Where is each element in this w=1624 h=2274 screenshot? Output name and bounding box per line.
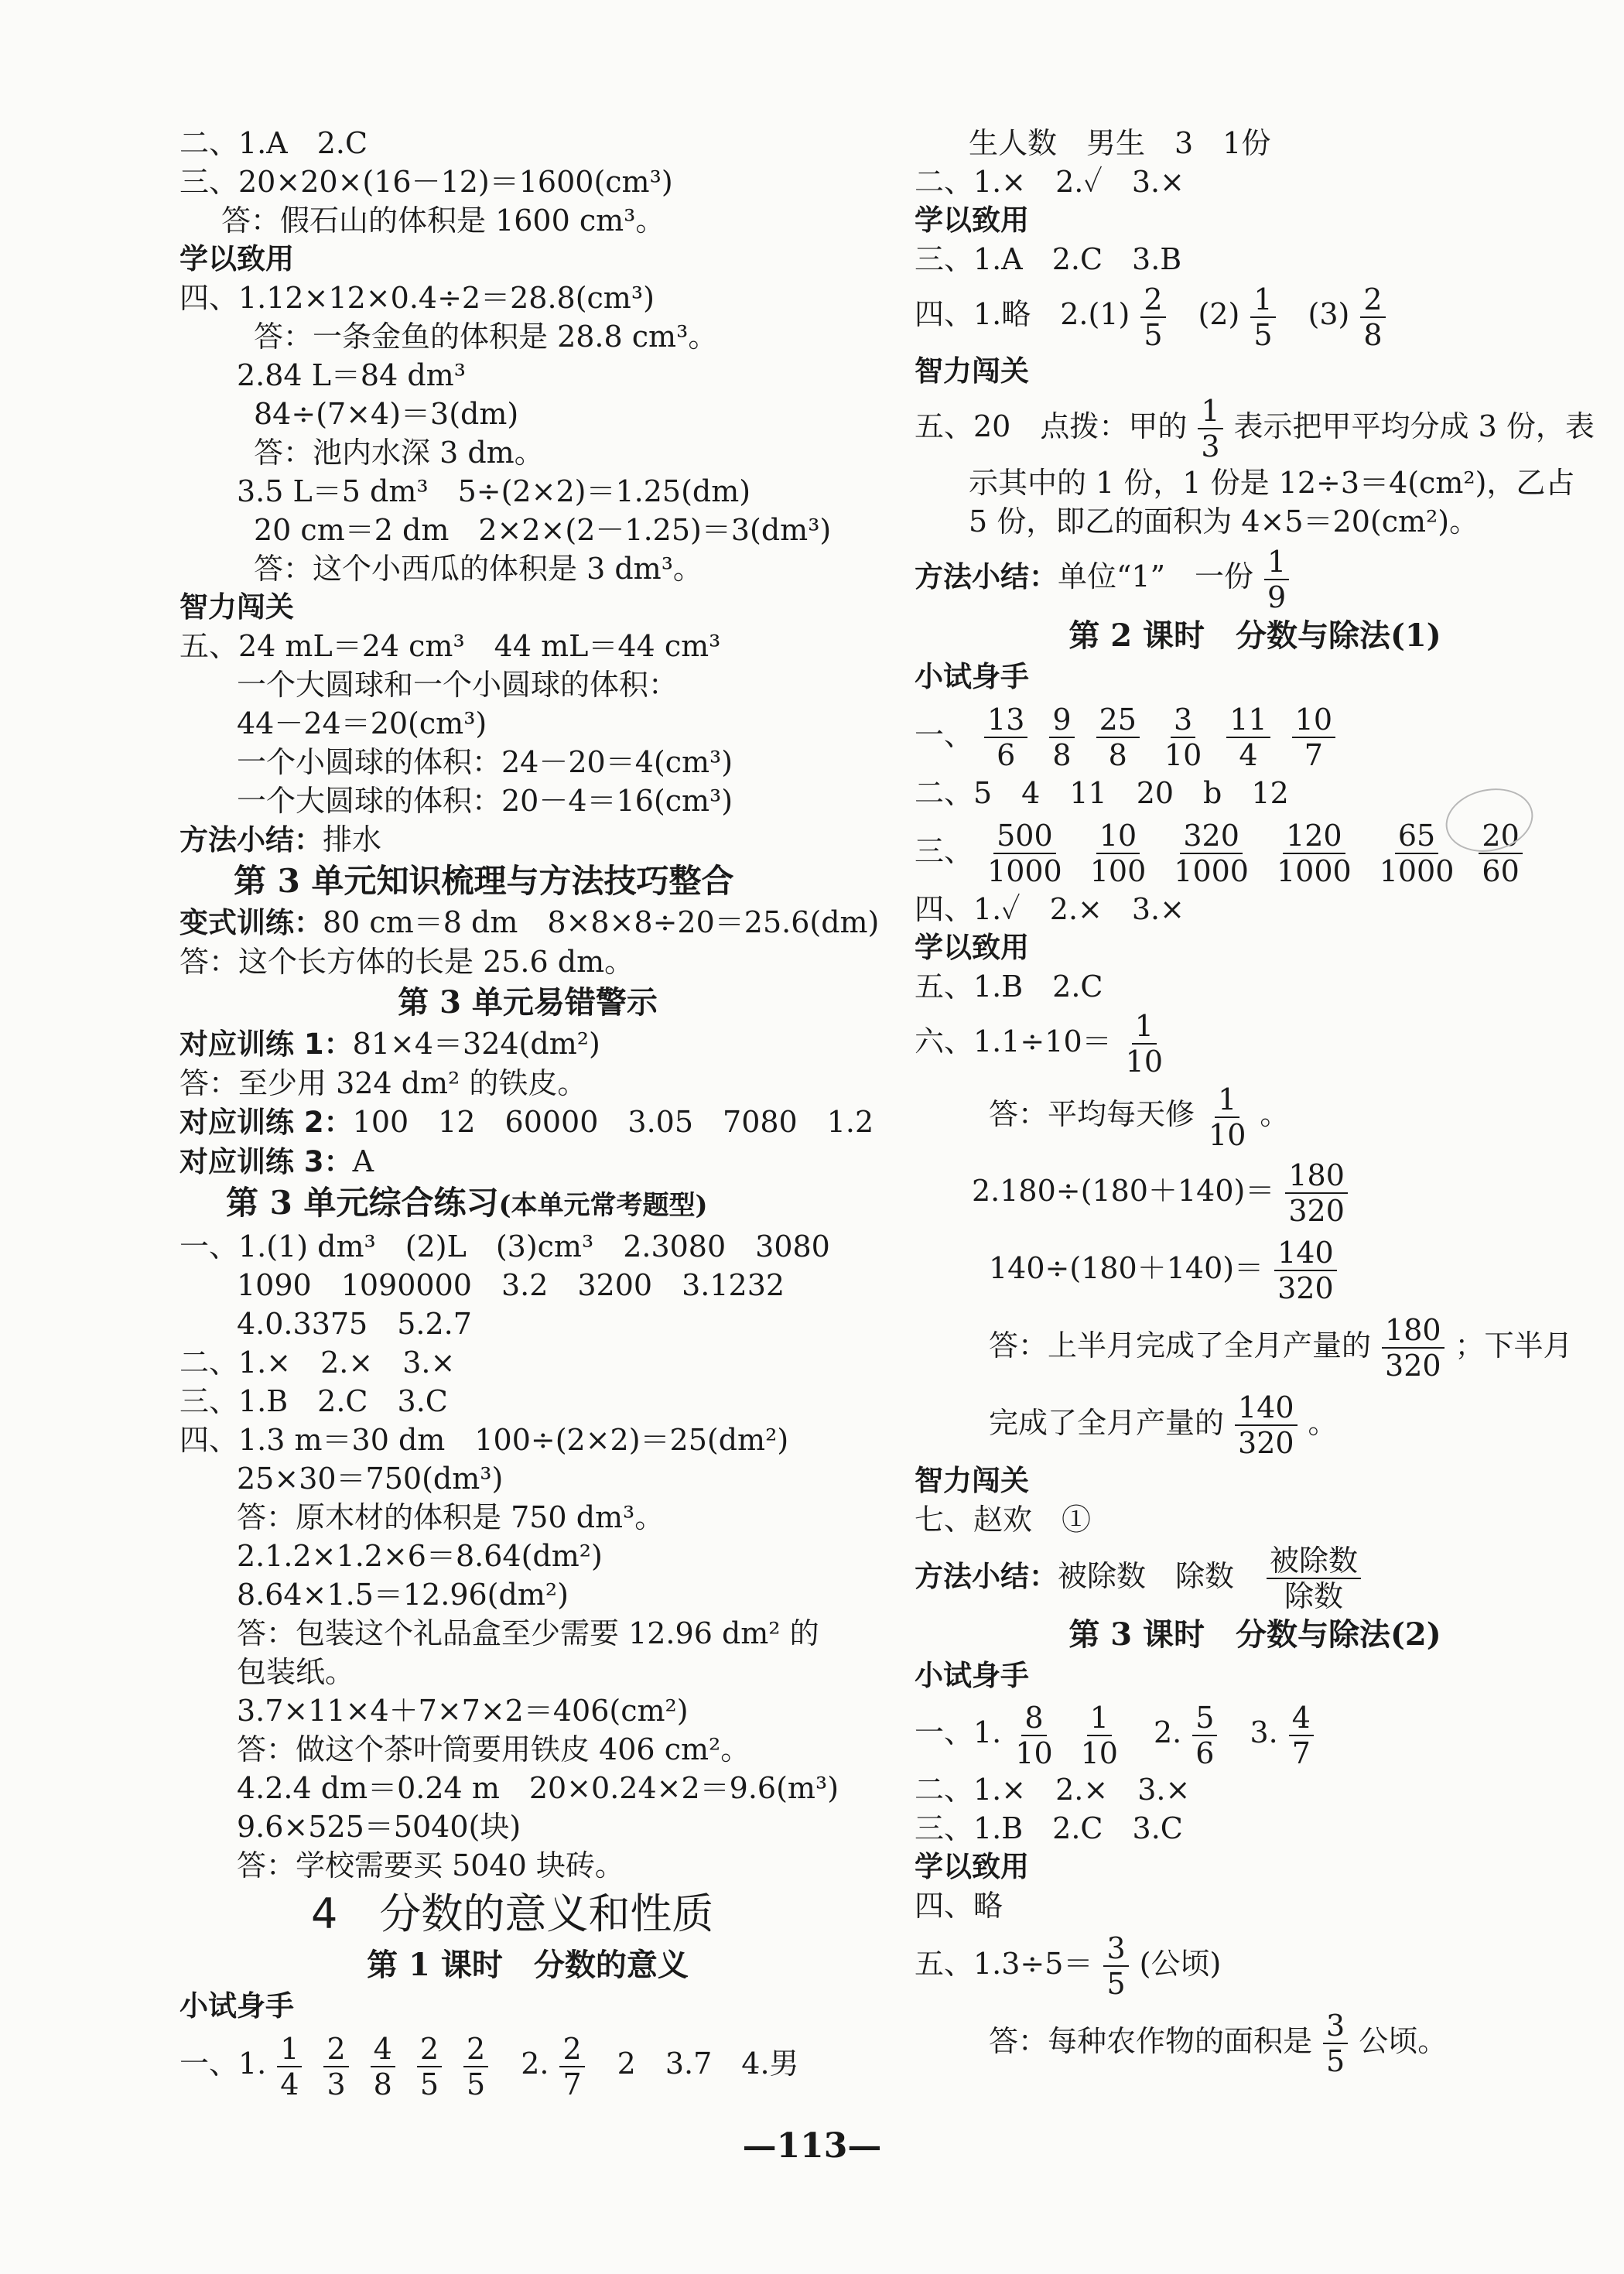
section-heading: 对应训练 2：: [179, 1106, 353, 1139]
section-heading: 智力闯关: [179, 590, 294, 624]
answer-line: 答：至少用 324 dm² 的铁皮。: [179, 1066, 587, 1100]
fraction: $\frac{10}{7}$: [1292, 703, 1335, 772]
section-heading: 学以致用: [179, 242, 294, 275]
answer-line: 答：这个长方体的长是 25.6 dm。: [179, 945, 634, 979]
left-column: [179, 124, 880, 2101]
section-heading: 学以致用: [915, 203, 1029, 237]
fraction: $\frac{3}{5}$: [1103, 1931, 1128, 2001]
answer-line: 答：原木材的体积是 750 dm³。: [237, 1500, 665, 1534]
answer-line: 二、1.× 2.✓ 3.×: [915, 165, 1185, 199]
answer-line: 五、1.B 2.C: [915, 969, 1103, 1004]
answer-line: 三、1.B 2.C 3.C: [915, 1811, 1183, 1845]
answer-text: 100 12 60000 3.05 7080 1.2: [352, 1105, 874, 1139]
answer-text: 答：每种农作物的面积是: [989, 2023, 1313, 2058]
answer-line: 三、1.B 2.C 3.C: [179, 1384, 448, 1418]
answer-text: 四、1.略 2.(1): [915, 297, 1130, 331]
answer-line-fractions: [915, 1384, 1595, 1462]
answer-line: 包装纸。: [237, 1655, 355, 1689]
section-heading: 小试身手: [179, 1989, 294, 2023]
answer-line-fractions: [915, 1229, 1595, 1307]
answer-line-fractions: [915, 1307, 1595, 1384]
fraction: $\frac{11}{4}$: [1226, 703, 1270, 772]
section-heading: 学以致用: [915, 930, 1029, 964]
answer-line: 四、1.3 m＝30 dm 100÷(2×2)＝25(dm²): [179, 1423, 789, 1457]
answer-text: 80 cm＝8 dm 8×8×8÷20＝25.6(dm): [323, 905, 880, 939]
answer-line: 答：假石山的体积是 1600 cm³。: [221, 203, 665, 238]
unit-heading: 第 3 单元知识梳理与方法技巧整合: [234, 862, 734, 900]
fraction: $\frac{3}{10}$: [1164, 703, 1202, 772]
answer-line: 二、1.× 2.× 3.×: [179, 1346, 456, 1380]
answer-line-fractions: [915, 1079, 1595, 1152]
section-heading: 变式训练：: [179, 906, 323, 939]
section-heading: 方法小结：: [915, 1559, 1058, 1593]
answer-text: 答：上半月完成了全月产量的: [989, 1328, 1372, 1363]
answer-line: 3.7×11×4＋7×7×2＝406(cm²): [237, 1694, 689, 1728]
lesson-heading: 第 1 课时 分数的意义: [367, 1947, 689, 1983]
answer-line: 9.6×525＝5040(块): [237, 1810, 521, 1844]
answer-line: 44－24＝20(cm³): [237, 706, 487, 740]
fraction: $\frac{2}{5}$: [1140, 282, 1165, 352]
answer-text: 。: [1260, 1097, 1290, 1131]
fraction: $\frac{180}{320}$: [1382, 1313, 1445, 1383]
answer-text: (公顷): [1139, 1946, 1222, 1981]
section-heading: 对应训练 3：: [179, 1145, 353, 1178]
answer-line: 三、20×20×(16－12)＝1600(cm³): [179, 165, 673, 199]
answer-line-fractions: [915, 1006, 1595, 1079]
fraction: $\frac{9}{8}$: [1049, 703, 1074, 772]
answer-line: 答：这个小西瓜的体积是 3 dm³。: [254, 552, 703, 586]
answer-line-fractions: [915, 391, 1595, 464]
unit-heading: [179, 1181, 876, 1227]
answer-text: (3): [1308, 297, 1350, 331]
answer-line: 四、1.12×12×0.4÷2＝28.8(cm³): [179, 281, 655, 315]
answer-text: 被除数 除数: [1058, 1558, 1235, 1593]
fraction: $\frac{25}{8}$: [1096, 703, 1140, 772]
section-heading: 智力闯关: [915, 354, 1029, 388]
section-heading: 方法小结：: [915, 560, 1058, 593]
fraction: $\frac{13}{6}$: [984, 703, 1027, 772]
answer-line: 答：做这个茶叶筒要用铁皮 406 cm²。: [237, 1732, 750, 1766]
fraction: $\frac{65}{1000}$: [1379, 819, 1455, 888]
answer-text: A: [352, 1144, 374, 1178]
answer-text: 完成了全月产量的: [989, 1405, 1225, 1440]
answer-line: 3.5 L＝5 dm³ 5÷(2×2)＝1.25(dm): [237, 474, 751, 508]
fraction: $\frac{20}{60}$: [1479, 819, 1522, 888]
fraction: $\frac{2}{3}$: [323, 2032, 348, 2101]
answer-line: [179, 1142, 876, 1181]
answer-text: 3.: [1250, 1715, 1278, 1749]
answer-line: 示其中的 1 份，1 份是 12÷3＝4(cm²)，乙占: [969, 466, 1575, 500]
answer-line: 答：一条金鱼的体积是 28.8 cm³。: [254, 320, 718, 354]
fraction: $\frac{320}{1000}$: [1174, 819, 1249, 888]
fraction: $\frac{120}{1000}$: [1276, 819, 1352, 888]
answer-line: 一个大圆球的体积：20－4＝16(cm³): [237, 784, 733, 818]
answer-line: 答：池内水深 3 dm。: [254, 436, 544, 470]
answer-line: 2.1.2×1.2×6＝8.64(dm²): [237, 1539, 603, 1573]
answer-text: 2.: [521, 2047, 549, 2081]
answer-line: 25×30＝750(dm³): [237, 1462, 504, 1496]
answer-line: 三、1.A 2.C 3.B: [915, 242, 1182, 276]
lesson-heading: 第 3 课时 分数与除法(2): [1068, 1616, 1441, 1653]
answer-line: [179, 903, 880, 942]
chapter-title: 4 分数的意义和性质: [311, 1889, 714, 1938]
answer-line: 一、1.(1) dm³ (2)L (3)cm³ 2.3080 3080: [179, 1229, 830, 1264]
fraction: $\frac{10}{100}$: [1089, 819, 1147, 888]
fraction: $\frac{140}{320}$: [1235, 1390, 1297, 1460]
fraction: $\frac{8}{10}$: [1015, 1700, 1053, 1770]
method-summary: [179, 820, 876, 860]
method-summary: [915, 1539, 1595, 1614]
right-column: [915, 124, 1595, 2080]
fraction: $\frac{500}{1000}$: [987, 819, 1062, 888]
answer-text: 排水: [323, 822, 382, 857]
fraction: $\frac{\text{被除数}}{\text{除数}}$: [1267, 1544, 1361, 1613]
answer-text: 三、: [915, 833, 974, 868]
answer-line: 20 cm＝2 dm 2×2×(2－1.25)＝3(dm³): [254, 513, 832, 547]
answer-line: 四、略: [915, 1888, 1003, 1923]
answer-text: 81×4＝324(dm²): [352, 1027, 600, 1061]
answer-text: 2 3.7 4.男: [617, 2047, 799, 2081]
answer-line: 一个大圆球和一个小圆球的体积：: [237, 668, 679, 702]
page-number: —113—: [742, 2126, 882, 2166]
fraction: $\frac{2}{5}$: [463, 2032, 488, 2101]
answer-text: (2): [1198, 297, 1240, 331]
lesson-heading: 第 2 课时 分数与除法(1): [1068, 617, 1441, 654]
answer-line: 二、1.× 2.× 3.×: [915, 1772, 1191, 1807]
section-heading: 学以致用: [915, 1849, 1029, 1883]
answer-line: 8.64×1.5＝12.96(dm²): [237, 1578, 569, 1612]
answer-line: 七、赵欢 ①: [915, 1502, 1092, 1537]
answer-line: [179, 1103, 876, 1142]
answer-text: 六、1.1÷10＝: [915, 1024, 1112, 1058]
answer-line: [179, 1024, 876, 1064]
answer-line-fractions: [915, 1695, 1595, 1770]
section-heading: 小试身手: [915, 1659, 1029, 1692]
section-heading: 小试身手: [915, 659, 1029, 693]
answer-text: 答：平均每天修: [989, 1097, 1195, 1131]
fraction: $\frac{1}{9}$: [1264, 545, 1289, 614]
answer-text: 。: [1308, 1405, 1338, 1440]
answer-line-fractions: [915, 279, 1595, 352]
answer-text: 140÷(180＋140)＝: [989, 1250, 1264, 1285]
fraction: $\frac{2}{5}$: [417, 2032, 442, 2101]
fraction: $\frac{2}{7}$: [559, 2032, 584, 2101]
fraction: $\frac{1}{4}$: [277, 2032, 302, 2101]
answer-text: 一、1.: [179, 2047, 267, 2081]
fraction: $\frac{5}{6}$: [1192, 1701, 1217, 1770]
unit-heading-note: (本单元常考题型): [498, 1190, 708, 1221]
answer-line: 4.2.4 dm＝0.24 m 20×0.24×2＝9.6(m³): [237, 1771, 839, 1805]
section-heading: 智力闯关: [915, 1463, 1029, 1497]
answer-text: 2.180÷(180＋140)＝: [972, 1173, 1275, 1208]
answer-text: 五、20 点拨：甲的: [915, 409, 1188, 443]
answer-line-fractions: [915, 2002, 1595, 2080]
answer-line: 二、5 4 11 20 b 12: [915, 775, 1289, 810]
answer-line-fractions: [915, 696, 1595, 774]
fraction: $\frac{180}{320}$: [1285, 1158, 1348, 1228]
answer-text: ；下半月: [1455, 1328, 1573, 1363]
answer-line: 二、1.A 2.C: [179, 126, 368, 160]
answer-line: 4.0.3375 5.2.7: [237, 1307, 472, 1341]
answer-line: 84÷(7×4)＝3(dm): [254, 397, 519, 431]
answer-line-fractions: [915, 1152, 1595, 1229]
answer-line: 答：包装这个礼品盒至少需要 12.96 dm² 的: [237, 1616, 819, 1650]
answer-text: 表示把甲平均分成 3 份，表: [1233, 409, 1595, 443]
answer-line: 1090 1090000 3.2 3200 3.1232: [237, 1268, 785, 1302]
answer-line: 一个小圆球的体积：24－20＝4(cm³): [237, 745, 733, 779]
fraction: $\frac{4}{7}$: [1289, 1701, 1314, 1770]
fraction: $\frac{1}{10}$: [1209, 1082, 1246, 1152]
answer-line-fractions: [915, 1925, 1595, 2002]
answer-line: 生人数 男生 3 1份: [969, 126, 1271, 160]
answer-text: 一、: [915, 717, 974, 752]
answer-line: 四、1.✓ 2.× 3.×: [915, 891, 1185, 926]
answer-text: 2.: [1153, 1715, 1182, 1749]
fraction: $\frac{1}{5}$: [1250, 282, 1275, 352]
answer-line: 2.84 L＝84 dm³: [237, 358, 466, 392]
answer-text: 单位“1” 一份: [1058, 559, 1254, 593]
section-heading: 对应训练 1：: [179, 1028, 353, 1061]
answer-line: 五、24 mL＝24 cm³ 44 mL＝44 cm³: [179, 629, 721, 663]
unit-heading-title: 第 3 单元综合练习: [226, 1184, 499, 1222]
fraction: $\frac{2}{8}$: [1360, 282, 1385, 352]
answer-line: 5 份，即乙的面积为 4×5＝20(cm²)。: [969, 504, 1479, 539]
fraction: $\frac{1}{10}$: [1125, 1009, 1163, 1079]
section-heading: 方法小结：: [179, 823, 323, 857]
fraction: $\frac{3}{5}$: [1323, 2009, 1348, 2078]
answer-text: 一、1.: [915, 1715, 1002, 1749]
answer-line: 答：学校需要买 5040 块砖。: [237, 1848, 624, 1882]
unit-heading: 第 3 单元易错警示: [398, 984, 658, 1021]
answer-text: 五、1.3÷5＝: [915, 1946, 1093, 1981]
answer-line-fractions: [179, 2026, 876, 2101]
method-summary: [915, 541, 1595, 614]
fraction: $\frac{1}{10}$: [1080, 1700, 1118, 1770]
fraction: $\frac{4}{8}$: [371, 2032, 395, 2101]
answer-text: 公顷。: [1359, 2023, 1448, 2058]
fraction: $\frac{140}{320}$: [1274, 1236, 1337, 1305]
fraction: $\frac{1}{3}$: [1198, 394, 1222, 463]
